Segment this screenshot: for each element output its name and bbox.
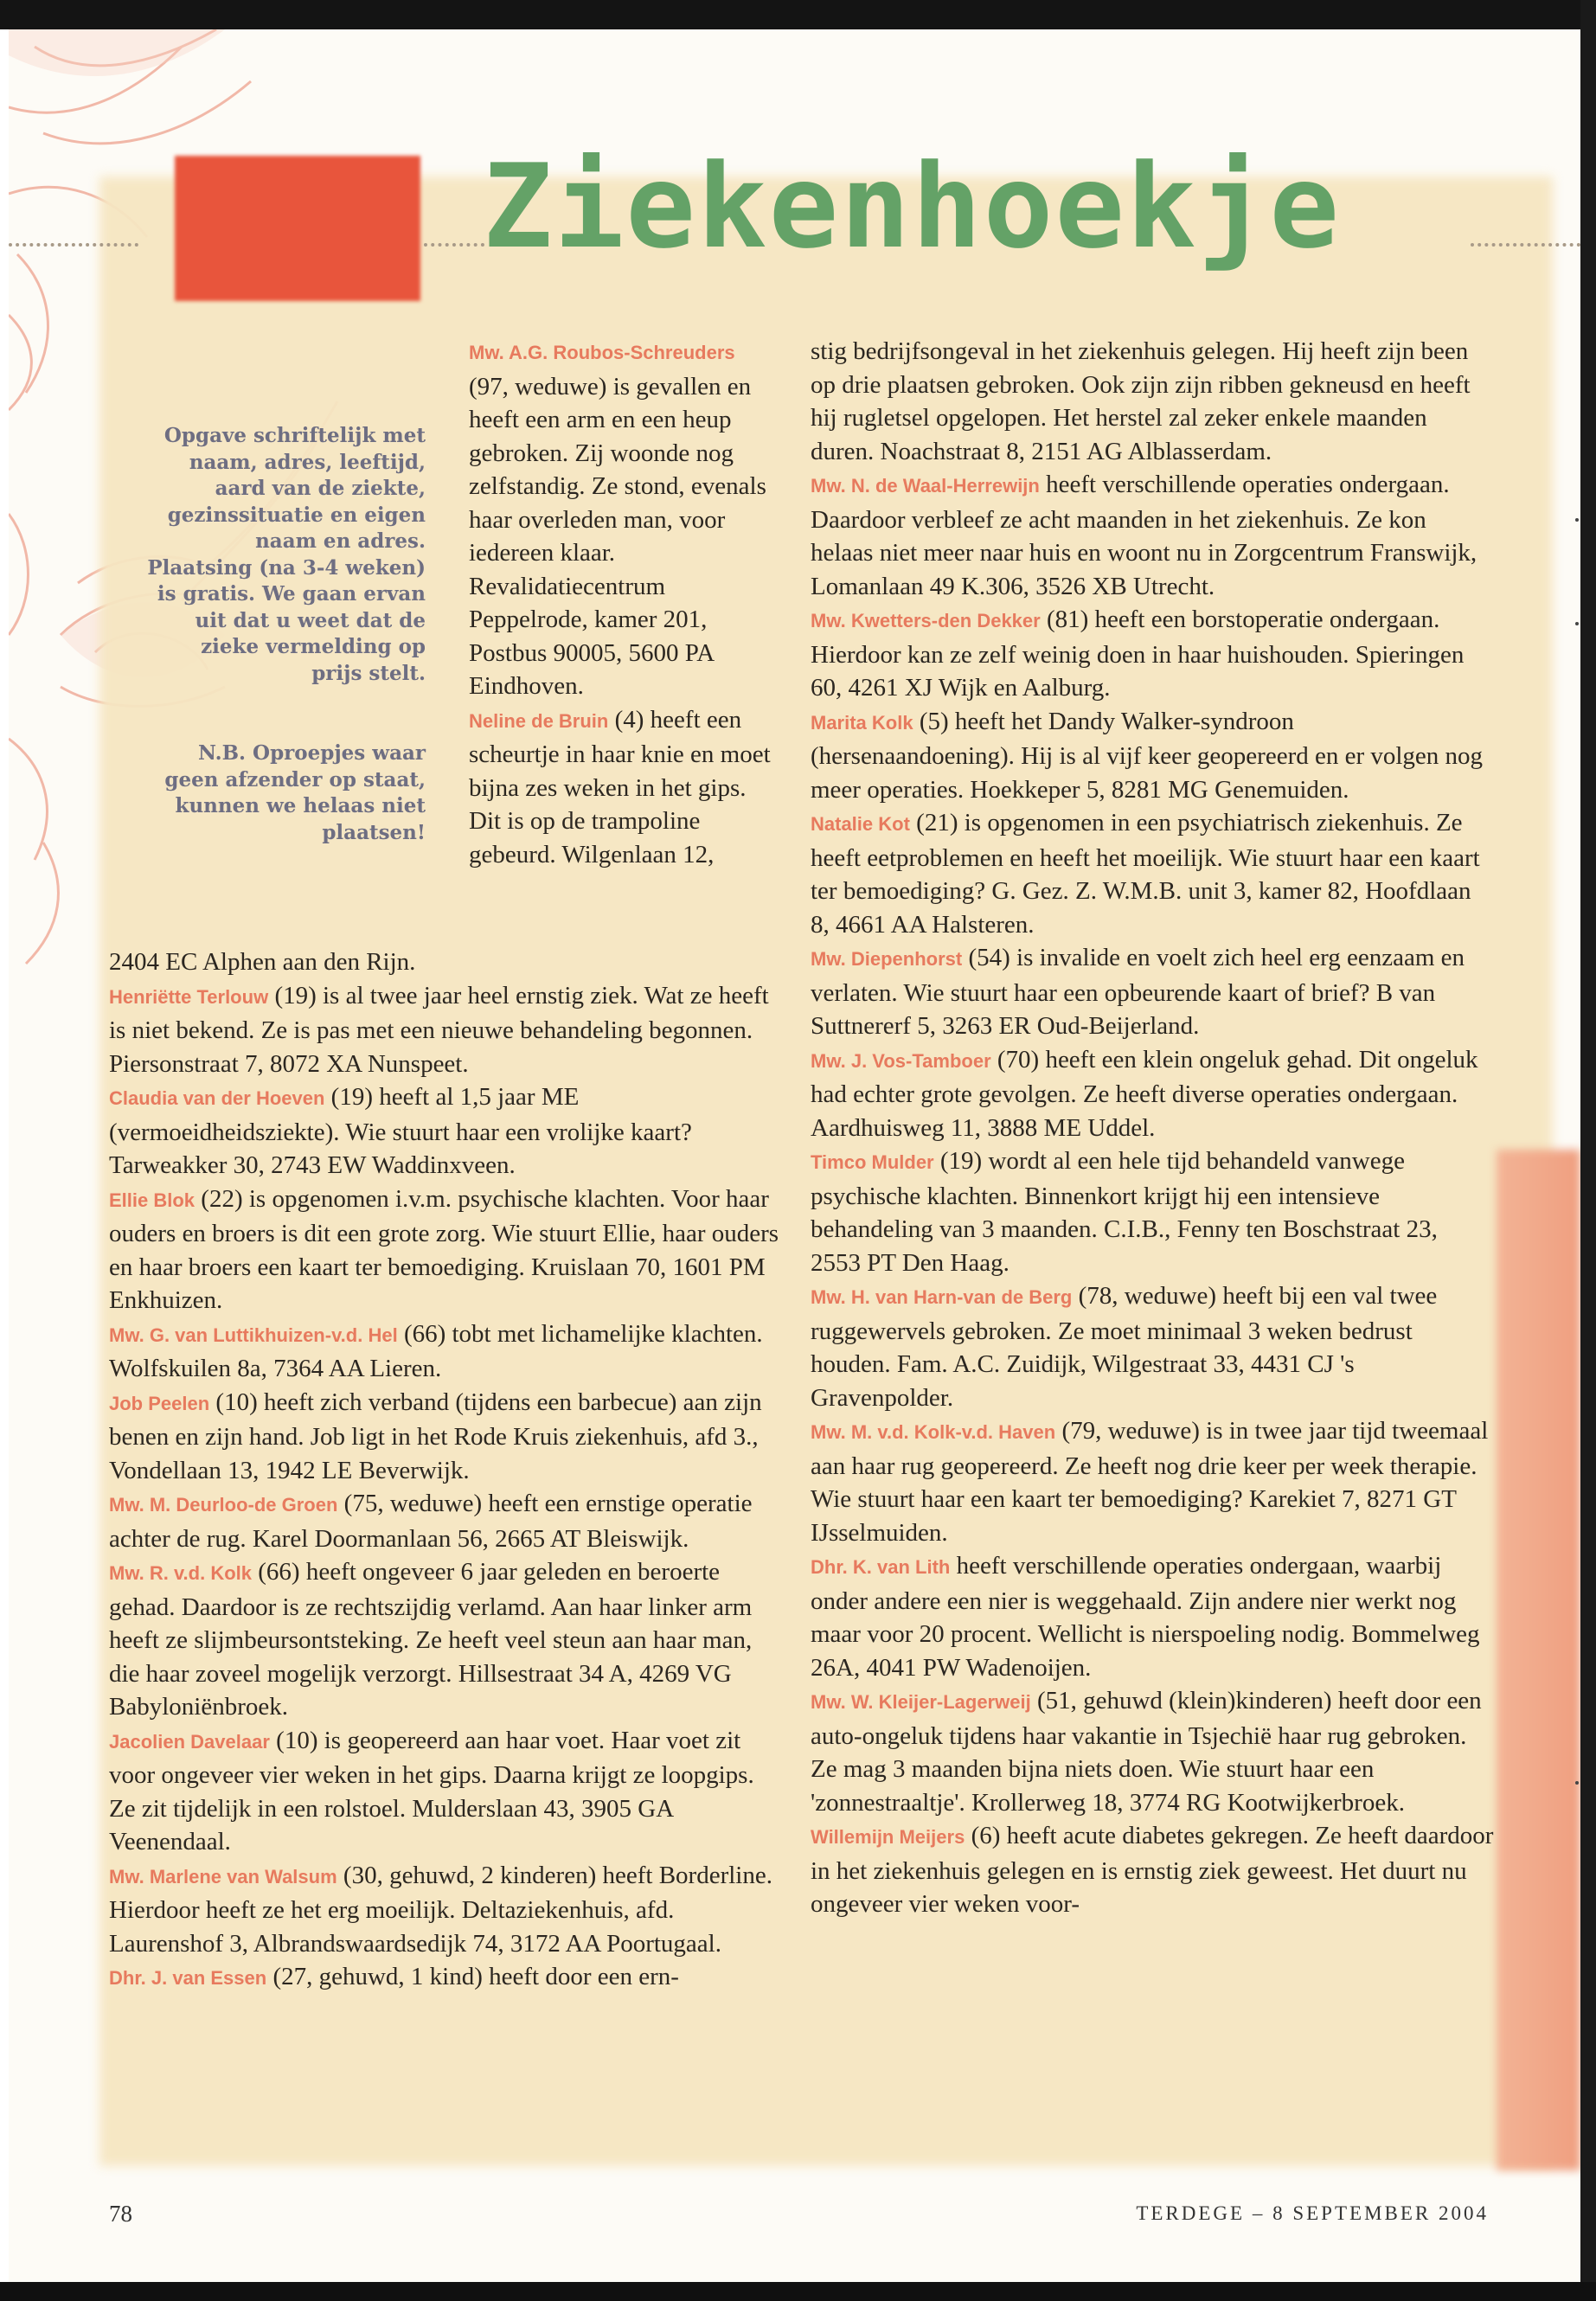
entry-text: (79, weduwe) is in twee jaar tijd tweemaal aan haar rug geopereerd. Ze heeft nog drie keer per week therapie. Wie stuurt haar een kaart ter bemoediging? Karekiet 7, 8271 GT IJsselmuiden. xyxy=(811,1417,1489,1547)
entry-name: Mw. W. Kleijer-Lagerweij xyxy=(811,1691,1031,1713)
list-item xyxy=(109,1724,780,1859)
entry-name: Ellie Blok xyxy=(109,1189,195,1211)
list-item xyxy=(109,1080,780,1183)
scan-border-right xyxy=(1580,0,1596,2301)
entry-name: Mw. N. de Waal-Herrewijn xyxy=(811,475,1040,497)
list-item xyxy=(109,945,780,979)
list-item xyxy=(109,1859,780,1961)
entry-text: heeft verschillende operaties ondergaan, waarbij onder andere een nier is weggehaald. Zijn andere nier werkt nog maar voor 20 procent. Wellicht is nierspoeling nodig. Bommelweg 26A, 4041 PW Wadenoijen. xyxy=(811,1552,1480,1682)
scan-border-top xyxy=(0,0,1596,29)
entry-name: Mw. J. Vos-Tamboer xyxy=(811,1049,991,1072)
page-number: 78 xyxy=(109,2201,132,2227)
entry-name: Mw. Diepenhorst xyxy=(811,948,963,970)
entry-text: (21) is opgenomen in een psychiatrisch ziekenhuis. Ze heeft eetproblemen en heeft het moeilijk. Wie stuurt haar een kaart ter bemoediging? G. Gez. Z. W.M.B. unit 3, kamer 82, Hoofdlaan 8, 4661 AA Halsteren. xyxy=(811,809,1480,939)
entry-text: (70) heeft een klein ongeluk gehad. Dit ongeluk had echter grote gevolgen. Ze heeft diverse operaties ondergaan. Aardhuisweg 11, 3888 ME Uddel. xyxy=(811,1045,1478,1142)
page-title: Ziekenhoekje xyxy=(483,139,1342,274)
list-item xyxy=(109,1317,780,1386)
entry-name: Job Peelen xyxy=(109,1392,210,1414)
list-item xyxy=(811,941,1494,1043)
list-item xyxy=(811,335,1494,468)
entry-name: Mw. M. Deurloo-de Groen xyxy=(109,1494,338,1516)
list-item xyxy=(109,1555,780,1724)
entry-text: (19) is al twee jaar heel ernstig ziek. Wat ze heeft is niet bekend. Ze is pas met een nieuwe behandeling begonnen. Piersonstraat 7, 8072 XA Nunspeet. xyxy=(109,981,769,1078)
entry-text: (66) heeft ongeveer 6 jaar geleden en beroerte gehad. Daardoor is ze rechtszijdig verlamd. Aan haar linker arm heeft ze slijmbeursontsteking. Ze heeft veel steun aan haar man, die haar zoveel mogelijk verzorgt. Hillsestraat 34 A, 4269 VG Babyloniënbroek. xyxy=(109,1558,753,1721)
column-right xyxy=(811,335,1494,1921)
entry-text: 2404 EC Alphen aan den Rijn. xyxy=(109,948,416,976)
entry-name: Jacolien Davelaar xyxy=(109,1730,270,1753)
submission-notice: Opgave schriftelijk met naam, adres, leeftijd, aard van de ziekte, gezinssituatie en eigen naam en adres. Plaatsing (na 3-4 weken) is gratis. We gaan ervan uit dat u weet dat de zieke vermelding op prijs stelt. xyxy=(147,424,426,685)
entry-text: (4) heeft een scheurtje in haar knie en moet bijna zes weken in het gips. Dit is op de trampoline gebeurd. Wilgenlaan 12, xyxy=(469,705,771,868)
entry-name: Mw. Marlene van Walsum xyxy=(109,1865,337,1888)
entry-name: Dhr. J. van Essen xyxy=(109,1967,267,1989)
column-left xyxy=(109,945,780,1996)
list-item xyxy=(109,979,780,1081)
decorative-strip xyxy=(1497,1150,1580,2170)
scan-border-bottom xyxy=(0,2282,1596,2301)
list-item xyxy=(109,1183,780,1317)
list-item xyxy=(811,806,1494,941)
entry-text: (27, gehuwd, 1 kind) heeft door een ern- xyxy=(266,1963,679,1990)
list-item xyxy=(109,1386,780,1488)
column-middle xyxy=(469,335,780,871)
list-item xyxy=(109,1960,780,1996)
entry-text: (6) heeft acute diabetes gekregen. Ze heeft daardoor in het ziekenhuis gelegen en is ernstig ziek geweest. Het duurt nu ongeveer vier weken voor- xyxy=(811,1822,1494,1918)
entry-name: Mw. A.G. Roubos-Schreuders xyxy=(469,342,735,363)
list-item xyxy=(811,1144,1494,1279)
entry-text: (19) wordt al een hele tijd behandeld vanwege psychische klachten. Binnenkort krijgt hij een intensieve behandeling van 3 maanden. C.I.B., Fenny ten Boschstraat 23, 2553 PT Den Haag. xyxy=(811,1147,1438,1277)
entry-text: (30, gehuwd, 2 kinderen) heeft Borderline. Hierdoor heeft ze het erg moeilijk. Deltaziekenhuis, afd. Laurenshof 3, Albrandswaardsedijk 74, 3172 AA Poortugaal. xyxy=(109,1861,772,1958)
entry-text: (97, weduwe) is gevallen en heeft een arm en een heup gebroken. Zij woonde nog zelfstandig. Ze stond, evenals haar overleden man, voor iedereen klaar. Revalidatiecentrum Peppelrode, kamer 201, Postbus 90005, 5600 PA Eindhoven. xyxy=(469,372,766,700)
entry-text: heeft verschillende operaties ondergaan. Daardoor verbleef ze acht maanden in het ziekenhuis. Ze kon helaas niet meer naar huis en woont nu in Zorgcentrum Franswijk, Lomanlaan 49 K.306, 3526 XB Utrecht. xyxy=(811,471,1477,600)
list-item xyxy=(811,1819,1494,1921)
dotted-rule-right xyxy=(1471,243,1580,247)
entry-text: (51, gehuwd (klein)kinderen) heeft door een auto-ongeluk tijdens haar vakantie in Tsjechië haar rug gebroken. Ze mag 3 maanden bijna niets doen. Wie stuurt haar een 'zonnestraaltje'. Krollerweg 18, 3774 RG Kootwijkerbroek. xyxy=(811,1687,1482,1817)
entry-name: Mw. H. van Harn-van de Berg xyxy=(811,1286,1073,1308)
margin-mark xyxy=(1575,1781,1579,1785)
title-accent-block xyxy=(175,156,420,301)
entry-text: (5) heeft het Dandy Walker-syndroon (hersenaandoening). Hij is al vijf keer geopereerd en er volgen nog meer operaties. Hoekkeper 5, 8281 MG Genemuiden. xyxy=(811,707,1484,804)
entry-text: (66) tobt met lichamelijke klachten. Wolfskuilen 8a, 7364 AA Lieren. xyxy=(109,1319,763,1382)
entry-name: Claudia van der Hoeven xyxy=(109,1087,325,1109)
entry-name: Mw. G. van Luttikhuizen-v.d. Hel xyxy=(109,1324,398,1346)
magazine-page xyxy=(9,29,1580,2282)
list-item xyxy=(811,1684,1494,1819)
page-footer: TERDEGE – 8 SEPTEMBER 2004 xyxy=(1136,2202,1489,2224)
entry-text: stig bedrijfsongeval in het ziekenhuis gelegen. Hij heeft zijn been op drie plaatsen gebroken. Ook zijn zijn ribben gekneusd en heeft hij rugletsel opgelopen. Het herstel zal zeker enkele maanden duren. Noachstraat 8, 2151 AG Alblasserdam. xyxy=(811,337,1471,465)
list-item xyxy=(811,603,1494,705)
entry-text: (78, weduwe) heeft bij een val twee ruggewervels gebroken. Ze moet minimaal 3 weken bedrust houden. Fam. A.C. Zuidijk, Wilgestraat 33, 4431 CJ 's Gravenpolder. xyxy=(811,1282,1438,1412)
entry-name: Timco Mulder xyxy=(811,1151,934,1173)
entry-text: (10) is geopereerd aan haar voet. Haar voet zit voor ongeveer vier weken in het gips. Daarna krijgt ze loopgips. Ze zit tijdelijk in een rolstoel. Mulderslaan 43, 3905 GA Veenendaal. xyxy=(109,1726,754,1856)
list-item xyxy=(469,335,780,703)
entry-name: Natalie Kot xyxy=(811,813,910,835)
list-item xyxy=(811,1549,1494,1684)
entry-text: (22) is opgenomen i.v.m. psychische klachten. Voor haar ouders en broers is dit een grote zorg. Wie stuurt Ellie, haar ouders en haar broers een kaart ter bemoediging. Kruislaan 70, 1601 PM Enkhuizen. xyxy=(109,1184,779,1314)
entry-name: Mw. R. v.d. Kolk xyxy=(109,1562,253,1584)
list-item xyxy=(811,1414,1494,1549)
entry-name: Neline de Bruin xyxy=(469,709,609,732)
list-item xyxy=(811,1279,1494,1414)
list-item xyxy=(109,1487,780,1555)
entry-text: (81) heeft een borstoperatie ondergaan. Hierdoor kan ze zelf weinig doen in haar huishouden. Spieringen 60, 4261 XJ Wijk en Aalburg. xyxy=(811,606,1465,702)
entry-text: (19) heeft al 1,5 jaar ME (vermoeidheidsziekte). Wie stuurt haar een vrolijke kaart? Tarweakker 30, 2743 EW Waddinxveen. xyxy=(109,1083,692,1179)
list-item xyxy=(811,468,1494,603)
entry-text: (54) is invalide en voelt zich heel erg eenzaam en verlaten. Wie stuurt haar een opbeurende kaart of brief? B van Suttnererf 5, 3263 ER Oud-Beijerland. xyxy=(811,944,1465,1040)
entry-name: Marita Kolk xyxy=(811,711,913,734)
margin-mark xyxy=(1575,622,1579,625)
list-item xyxy=(811,1043,1494,1145)
list-item xyxy=(811,705,1494,807)
entry-text: (75, weduwe) heeft een ernstige operatie achter de rug. Karel Doormanlaan 56, 2665 AT Bleiswijk. xyxy=(109,1490,753,1553)
margin-mark xyxy=(1575,518,1579,522)
dotted-rule-middle xyxy=(424,243,484,247)
entry-name: Mw. M. v.d. Kolk-v.d. Haven xyxy=(811,1421,1056,1443)
entry-name: Dhr. K. van Lith xyxy=(811,1556,951,1578)
entry-text: (10) heeft zich verband (tijdens een barbecue) aan zijn benen en zijn hand. Job ligt in het Rode Kruis ziekenhuis, afd 3., Vondellaan 13, 1942 LE Beverwijk. xyxy=(109,1388,762,1484)
entry-name: Willemijn Meijers xyxy=(811,1826,965,1848)
dotted-rule-left xyxy=(9,243,138,247)
nb-notice: N.B. Oproepjes waar geen afzender op staat, kunnen we helaas niet plaatsen! xyxy=(164,741,426,844)
list-item xyxy=(469,703,780,872)
entry-name: Henriëtte Terlouw xyxy=(109,985,269,1008)
entry-name: Mw. Kwetters-den Dekker xyxy=(811,610,1041,631)
